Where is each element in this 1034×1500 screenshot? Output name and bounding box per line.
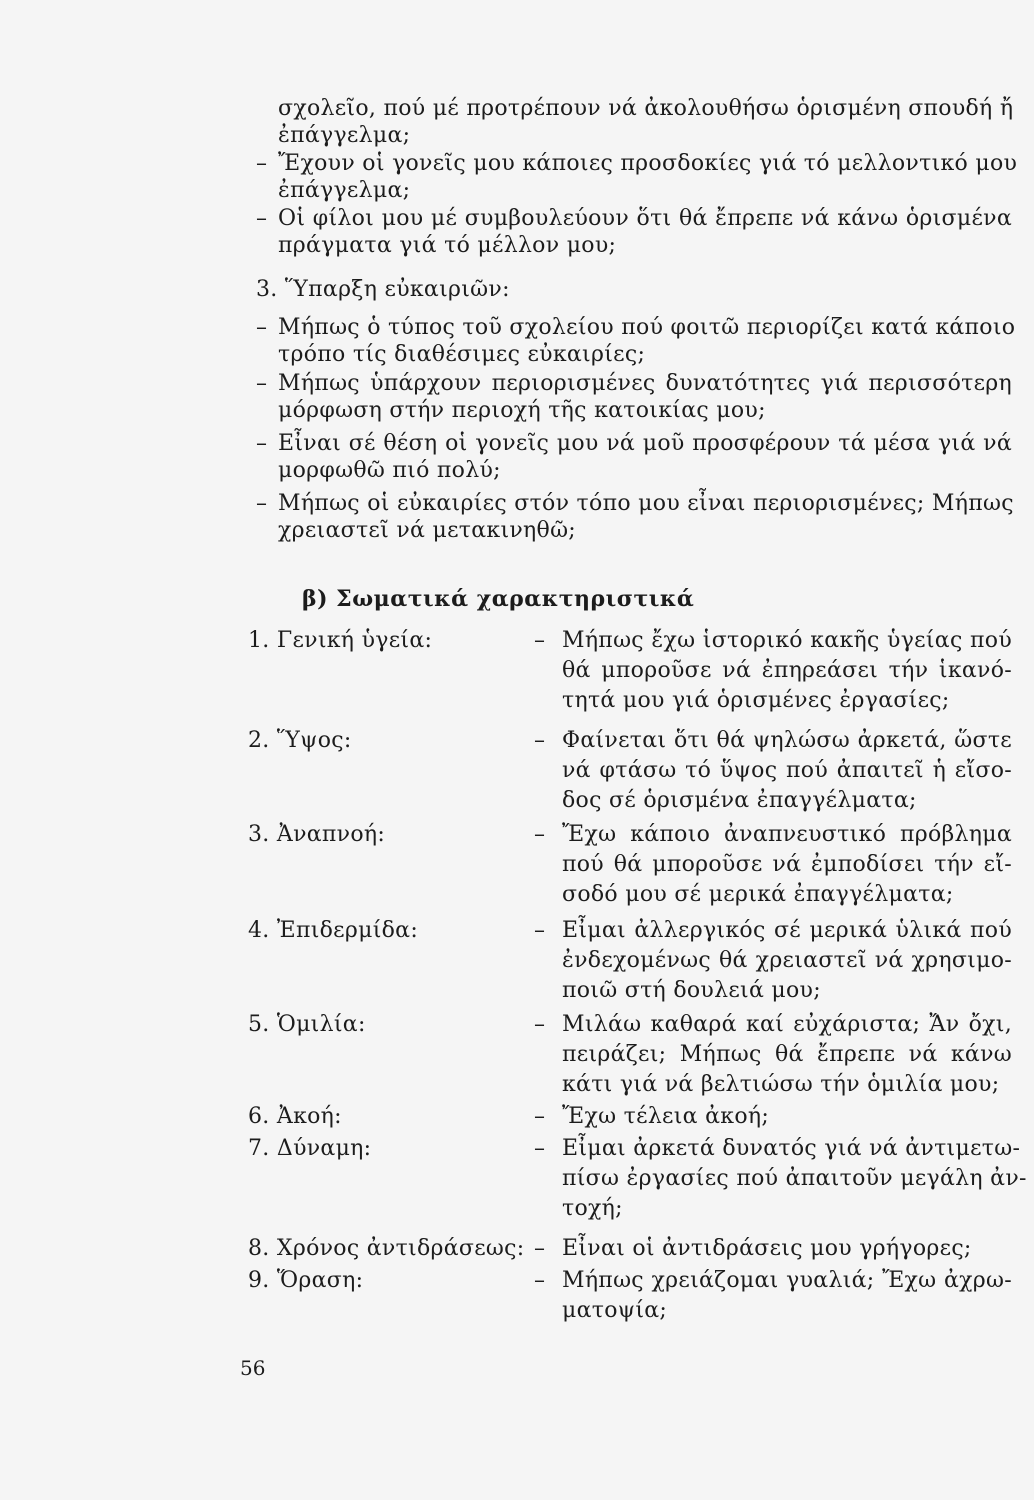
- item-9-label: 9. Ὅραση:: [248, 1268, 364, 1293]
- section-3-bullet-1-line-1: Μήπως ὁ τύπος τοῦ σχολείου πού φοιτῶ περιορίζει κατά κάποιο: [278, 315, 1016, 340]
- intro-bullet-1-line-1: Ἔχουν οἱ γονεῖς μου κάποιες προσδοκίες γιά τό μελλοντικό μου: [278, 151, 1018, 176]
- page-number: 56: [240, 1356, 266, 1380]
- item-7-line-2: πίσω ἐργασίες πού ἀπαιτοῦν μεγάλη ἀν-: [562, 1166, 1027, 1191]
- item-3-line-1: Ἔχω κάποιο ἀναπνευστικό πρόβλημα: [562, 822, 1012, 847]
- item-9-line-2: ματοψία;: [562, 1298, 668, 1323]
- bullet-dash: –: [256, 371, 267, 396]
- section-3-bullet-4-line-2: χρειαστεῖ νά μετακινηθῶ;: [278, 518, 577, 543]
- bullet-dash: –: [256, 206, 267, 231]
- item-1-label: 1. Γενική ὑγεία:: [248, 628, 433, 653]
- item-dash: –: [534, 1104, 545, 1129]
- bullet-dash: –: [256, 151, 267, 176]
- item-7-label: 7. Δύναμη:: [248, 1136, 372, 1161]
- item-4-line-2: ἐνδεχομένως θά χρειαστεῖ νά χρησιμο-: [562, 948, 1012, 973]
- item-dash: –: [534, 1136, 545, 1161]
- section-3-bullet-1-line-2: τρόπο τίς διαθέσιμες εὐκαιρίες;: [278, 342, 646, 367]
- item-1-line-3: τητά μου γιά ὁρισμένες ἐργασίες;: [562, 688, 950, 713]
- item-3-label: 3. Ἀναπνοή:: [248, 822, 386, 847]
- item-dash: –: [534, 728, 545, 753]
- item-dash: –: [534, 1268, 545, 1293]
- item-dash: –: [534, 628, 545, 653]
- item-2-label: 2. Ὕψος:: [248, 728, 352, 753]
- item-7-line-1: Εἶμαι ἀρκετά δυνατός γιά νά ἀντιμετω-: [562, 1136, 1021, 1161]
- item-2-line-1: Φαίνεται ὅτι θά ψηλώσω ἀρκετά, ὥστε: [562, 728, 1012, 753]
- item-1-line-1: Μήπως ἔχω ἱστορικό κακῆς ὑγείας πού: [562, 628, 1012, 653]
- item-3-line-2: πού θά μποροῦσε νά ἐμποδίσει τήν εἴ-: [562, 852, 1012, 877]
- item-8-line-1: Εἶναι οἱ ἀντιδράσεις μου γρήγορες;: [562, 1236, 972, 1261]
- item-dash: –: [534, 822, 545, 847]
- intro-bullet-2-line-1: Οἱ φίλοι μου μέ συμβουλεύουν ὅτι θά ἔπρεπε νά κάνω ὁρισμένα: [278, 206, 1012, 231]
- item-2-line-2: νά φτάσω τό ὕψος πού ἀπαιτεῖ ἡ εἴσο-: [562, 758, 1012, 783]
- bullet-dash: –: [256, 491, 267, 516]
- item-8-label: 8. Χρόνος ἀντιδράσεως:: [248, 1236, 525, 1261]
- item-4-label: 4. Ἐπιδερμίδα:: [248, 918, 419, 943]
- section-3-bullet-3-line-1: Εἶναι σέ θέση οἱ γονεῖς μου νά μοῦ προσφέρουν τά μέσα γιά νά: [278, 431, 1012, 456]
- bullet-dash: –: [256, 315, 267, 340]
- section-3-title: 3. Ὕπαρξη εὐκαιριῶν:: [256, 277, 510, 302]
- item-5-line-3: κάτι γιά νά βελτιώσω τήν ὁμιλία μου;: [562, 1072, 1000, 1097]
- item-6-label: 6. Ἀκοή:: [248, 1104, 342, 1129]
- item-3-line-3: σοδό μου σέ μερικά ἐπαγγέλματα;: [562, 882, 954, 907]
- section-3-bullet-2-line-1: Μήπως ὑπάρχουν περιορισμένες δυνατότητες γιά περισσότερη: [278, 371, 1012, 396]
- intro-bullet-2-line-2: πράγματα γιά τό μέλλον μου;: [278, 233, 617, 258]
- section-3-bullet-4-line-1: Μήπως οἱ εὐκαιρίες στόν τόπο μου εἶναι περιορισμένες; Μήπως: [278, 491, 1014, 516]
- section-3-bullet-2-line-2: μόρφωση στήν περιοχή τῆς κατοικίας μου;: [278, 398, 766, 423]
- item-dash: –: [534, 918, 545, 943]
- item-dash: –: [534, 1236, 545, 1261]
- item-4-line-1: Εἶμαι ἀλλεργικός σέ μερικά ὑλικά πού: [562, 918, 1012, 943]
- item-5-line-1: Μιλάω καθαρά καί εὐχάριστα; Ἄν ὄχι,: [562, 1012, 1012, 1037]
- item-9-line-1: Μήπως χρειάζομαι γυαλιά; Ἔχω ἀχρω-: [562, 1268, 1012, 1293]
- item-7-line-3: τοχή;: [562, 1196, 623, 1221]
- item-1-line-2: θά μποροῦσε νά ἐπηρεάσει τήν ἱκανό-: [562, 658, 1012, 683]
- intro-bullet-1-line-2: ἐπάγγελμα;: [278, 178, 411, 203]
- intro-line-2: ἐπάγγελμα;: [278, 123, 411, 148]
- item-4-line-3: ποιῶ στή δουλειά μου;: [562, 978, 821, 1003]
- item-5-line-2: πειράζει; Μήπως θά ἔπρεπε νά κάνω: [562, 1042, 1012, 1067]
- bullet-dash: –: [256, 431, 267, 456]
- item-6-line-1: Ἔχω τέλεια ἀκοή;: [562, 1104, 770, 1129]
- item-dash: –: [534, 1012, 545, 1037]
- item-5-label: 5. Ὁμιλία:: [248, 1012, 366, 1037]
- section-heading: β) Σωματικά χαρακτηριστικά: [302, 586, 695, 612]
- intro-line-1: σχολεῖο, πού μέ προτρέπουν νά ἀκολουθήσω ὁρισμένη σπουδή ἤ: [278, 96, 1014, 121]
- section-3-bullet-3-line-2: μορφωθῶ πιό πολύ;: [278, 458, 501, 483]
- item-2-line-3: δος σέ ὁρισμένα ἐπαγγέλματα;: [562, 788, 917, 813]
